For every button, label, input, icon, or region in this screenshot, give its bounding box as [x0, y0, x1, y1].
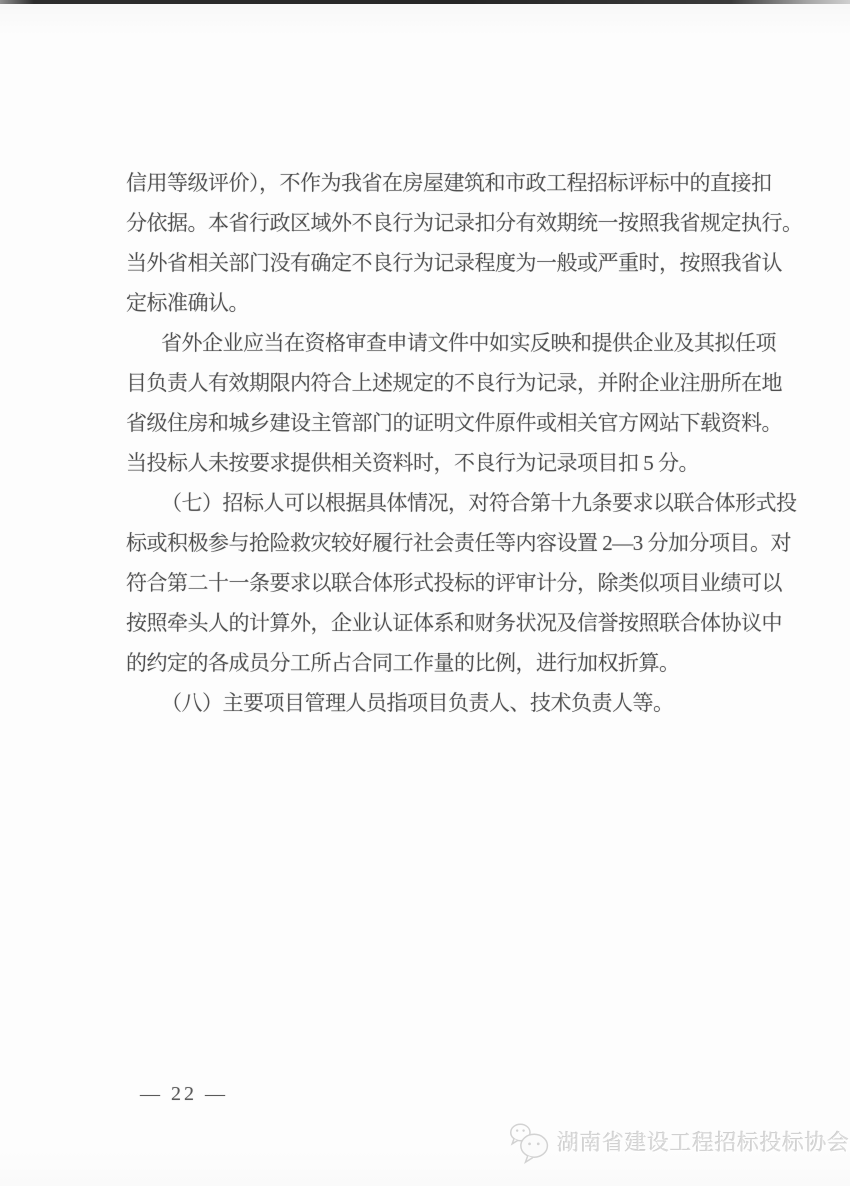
text-line: 目负责人有效期限内符合上述规定的不良行为记录，并附企业注册所在地	[126, 371, 782, 395]
text-line: 当投标人未按要求提供相关资料时，不良行为记录项目扣 5 分。	[126, 451, 699, 475]
text-line: （八）主要项目管理人员指项目负责人、技术负责人等。	[161, 691, 674, 715]
scan-edge-line	[0, 0, 850, 4]
document-body	[126, 163, 803, 723]
association-watermark	[508, 1120, 850, 1166]
text-line: 符合第二十一条要求以联合体形式投标的评审计分，除类似项目业绩可以	[126, 571, 782, 595]
wechat-logo-icon	[508, 1120, 552, 1166]
text-line: 省级住房和城乡建设主管部门的证明文件原件或相关官方网站下载资料。	[126, 411, 782, 435]
text-line: 当外省相关部门没有确定不良行为记录程度为一般或严重时，按照我省认	[126, 251, 782, 275]
text-line: 信用等级评价），不作为我省在房屋建筑和市政工程招标评标中的直接扣	[126, 171, 772, 195]
page-number: — 22 —	[140, 1083, 228, 1105]
text-line: 定标准确认。	[126, 291, 249, 315]
text-line: 标或积极参与抢险救灾较好履行社会责任等内容设置 2—3 分加分项目。对	[126, 531, 791, 555]
text-line: 省外企业应当在资格审查申请文件中如实反映和提供企业及其拟任项	[161, 331, 776, 355]
text-line: （七）招标人可以根据具体情况，对符合第十九条要求以联合体形式投	[161, 491, 797, 515]
text-line: 的约定的各成员分工所占合同工作量的比例，进行加权折算。	[126, 651, 680, 675]
text-line: 按照牵头人的计算外，企业认证体系和财务状况及信誉按照联合体协议中	[126, 611, 782, 635]
text-line: 分依据。本省行政区域外不良行为记录扣分有效期统一按照我省规定执行。	[126, 211, 803, 235]
watermark-label: 湖南省建设工程招标投标协会	[557, 1130, 850, 1155]
